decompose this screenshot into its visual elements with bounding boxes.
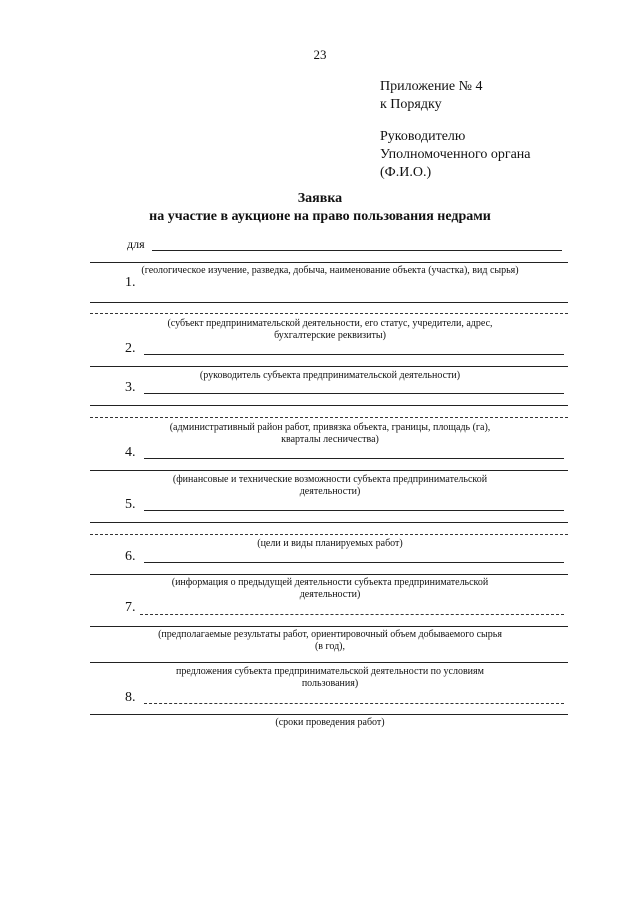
page-number: 23: [313, 47, 327, 62]
caption-4b: деятельности): [299, 486, 361, 497]
caption-3a: (административный район работ, привязка объекта, границы, площадь (га),: [169, 422, 491, 433]
fill-line-2b[interactable]: [90, 366, 568, 367]
fill-line-1b[interactable]: [90, 313, 568, 314]
fill-line-5c[interactable]: [90, 534, 568, 535]
appendix-heading: [380, 78, 483, 114]
caption-6a: (информация о предыдущей деятельности субъекта предпринимательской: [171, 577, 489, 588]
item-number-3: 3.: [125, 380, 136, 395]
fill-line-4b[interactable]: [90, 470, 568, 471]
fill-line-3b[interactable]: [90, 405, 568, 406]
caption-1b: бухгалтерские реквизиты): [274, 330, 386, 341]
fill-line-6b[interactable]: [90, 574, 568, 575]
fill-line-for[interactable]: [152, 250, 562, 251]
item-number-2: 2.: [125, 341, 136, 356]
addressee-line-3: (Ф.И.О.): [380, 165, 432, 180]
fill-line-8b[interactable]: [90, 714, 568, 715]
fill-line-7c[interactable]: [90, 662, 568, 663]
title-line-2: на участие в аукционе на право пользования недрами: [149, 209, 491, 224]
caption-5: (цели и виды планируемых работ): [257, 538, 403, 549]
addressee-line-2: Уполномоченного органа: [380, 147, 531, 162]
fill-line-7a[interactable]: [140, 614, 564, 615]
title-line-1: Заявка: [297, 191, 343, 206]
fill-line-2a[interactable]: [144, 354, 564, 355]
item-number-8: 8.: [125, 690, 136, 705]
addressee-block: [380, 128, 531, 182]
caption-4a: (финансовые и технические возможности субъекта предпринимательской: [172, 474, 488, 485]
caption-2: (руководитель субъекта предпринимательской деятельности): [199, 370, 461, 381]
fill-line-1a[interactable]: [90, 302, 568, 303]
fill-line-5b[interactable]: [90, 522, 568, 523]
item-number-6: 6.: [125, 549, 136, 564]
fill-line-for-2[interactable]: [90, 262, 568, 263]
fill-line-7b[interactable]: [90, 626, 568, 627]
caption-7b: (в год),: [314, 641, 346, 652]
item-number-4: 4.: [125, 445, 136, 460]
addressee-line-1: Руководителю: [380, 129, 466, 144]
caption-6b: деятельности): [299, 589, 361, 600]
fill-line-5a[interactable]: [144, 510, 564, 511]
fill-line-6a[interactable]: [144, 562, 564, 563]
fill-line-3a[interactable]: [144, 393, 564, 394]
item-number-7: 7.: [125, 600, 136, 615]
appendix-line-2: к Порядку: [380, 97, 442, 112]
caption-8: (сроки проведения работ): [275, 717, 385, 728]
caption-7c: предложения субъекта предпринимательской деятельности по условиям: [176, 666, 484, 677]
for-label: для: [127, 237, 145, 251]
fill-line-4a[interactable]: [144, 458, 564, 459]
fill-line-8a[interactable]: [144, 703, 564, 704]
document-title: [0, 190, 640, 226]
caption-1a: (субъект предпринимательской деятельности, его статус, учредители, адрес,: [167, 318, 493, 329]
item-number-1: 1.: [125, 275, 136, 290]
fill-line-3c[interactable]: [90, 417, 568, 418]
caption-0: (геологическое изучение, разведка, добыча, наименование объекта (участка), вид сырья): [141, 265, 519, 276]
caption-3b: кварталы лесничества): [281, 434, 379, 445]
caption-7d: пользования): [301, 678, 359, 689]
item-number-5: 5.: [125, 497, 136, 512]
caption-7a: (предполагаемые результаты работ, ориентировочный объем добываемого сырья: [158, 629, 502, 640]
appendix-line-1: Приложение № 4: [380, 79, 483, 94]
